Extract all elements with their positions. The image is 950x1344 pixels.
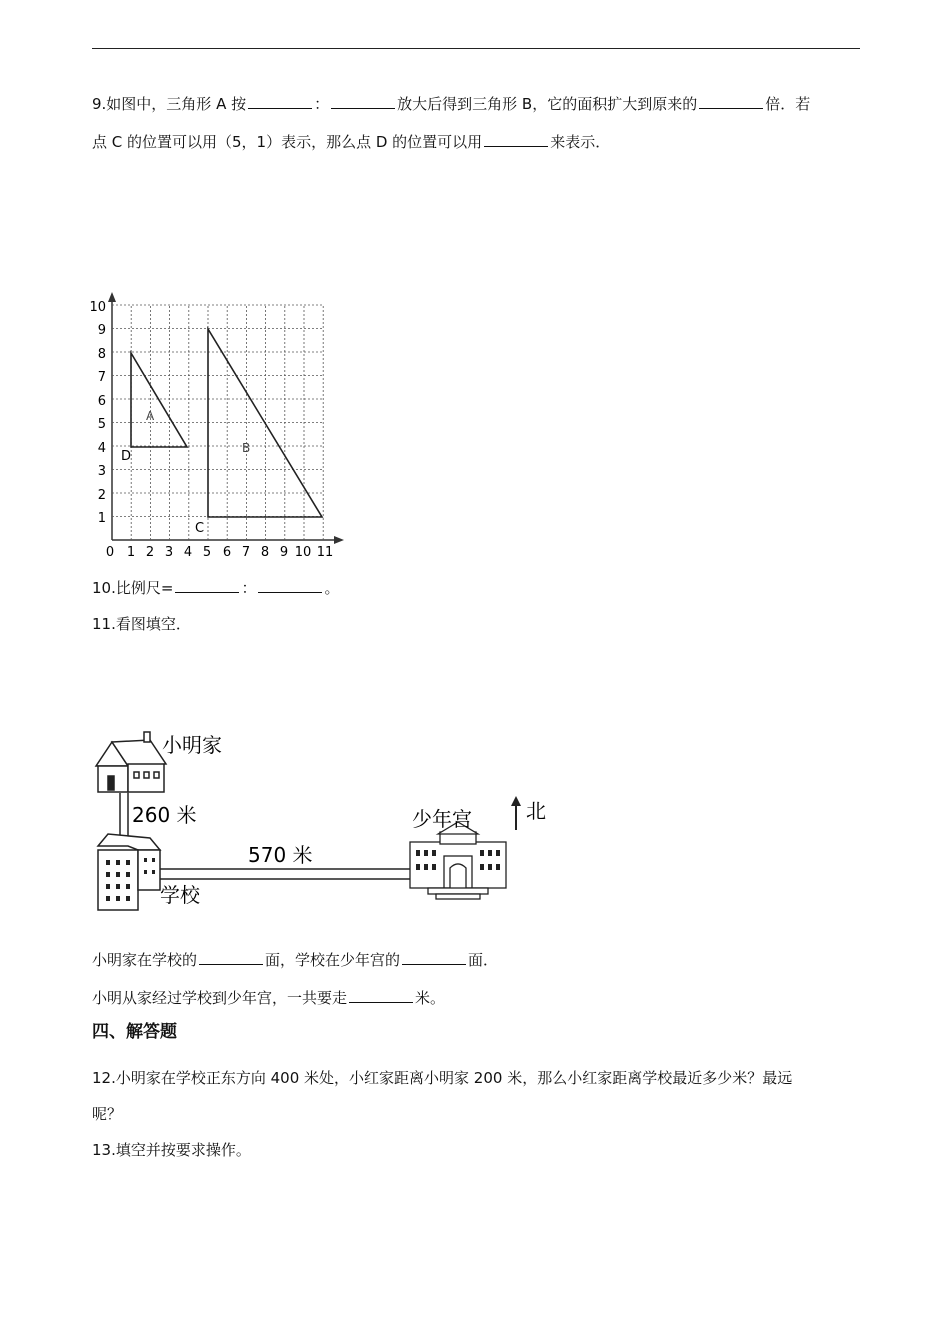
label-c: C <box>195 521 205 536</box>
q12-line2: 呢？ <box>92 1105 123 1123</box>
q11-text: 面，学校在少年宫的 <box>265 951 401 969</box>
x-tick-label: 2 <box>145 545 155 560</box>
q11-text: 小明从家经过学校到少年宫，一共要走 <box>92 989 348 1007</box>
y-tick-label: 5 <box>97 417 106 432</box>
answer-blank[interactable] <box>175 578 239 593</box>
section-heading: 四、解答题 <box>92 1022 177 1042</box>
y-tick-label: 7 <box>97 370 106 385</box>
x-tick-label: 4 <box>183 545 193 560</box>
answer-blank[interactable] <box>331 94 395 109</box>
q9-text: 来表示． <box>550 133 611 151</box>
q11-text: 面． <box>468 951 499 969</box>
x-tick-label: 8 <box>260 545 270 560</box>
answer-blank[interactable] <box>484 132 548 147</box>
q9-text: 放大后得到三角形 B，它的面积扩大到原来的 <box>397 95 698 113</box>
map-figure <box>90 728 560 918</box>
q9-line2 <box>92 132 610 152</box>
q9-colon: ： <box>314 95 330 113</box>
house-icon <box>96 732 166 792</box>
q9-text: 点 C 的位置可以用（5，1）表示，那么点 D 的位置可以用 <box>92 133 483 151</box>
q10-text: 10.比例尺= <box>92 579 174 597</box>
y-tick-label: 3 <box>97 464 106 479</box>
answer-blank[interactable] <box>349 988 413 1003</box>
x-axis-arrow <box>334 536 344 544</box>
q11-line2 <box>92 988 445 1008</box>
home-label: 小明家 <box>162 733 222 757</box>
answer-blank[interactable] <box>258 578 322 593</box>
q9-line1 <box>92 94 810 114</box>
north-label: 北 <box>526 799 546 823</box>
y-tick-label: 10 <box>89 300 106 315</box>
answer-blank[interactable] <box>199 950 263 965</box>
q12-line1: 12.小明家在学校正东方向 400 米处，小红家距离小明家 200 米，那么小红家距离学校最近多少米？最远 <box>92 1069 793 1087</box>
answer-blank[interactable] <box>248 94 312 109</box>
answer-blank[interactable] <box>699 94 763 109</box>
label-d: D <box>121 449 132 464</box>
school-label: 学校 <box>160 883 200 907</box>
q9-text: 9.如图中，三角形 A 按 <box>92 95 247 113</box>
y-axis-arrow <box>108 292 116 302</box>
q10-end: 。 <box>324 579 340 597</box>
x-tick-label: 9 <box>279 545 289 560</box>
school-icon <box>98 834 160 910</box>
label-a: A <box>146 409 155 423</box>
north-arrow-head <box>511 796 521 806</box>
x-tick-label: 11 <box>316 545 334 560</box>
q11-text: 小明家在学校的 <box>92 951 198 969</box>
x-tick-label: 5 <box>202 545 212 560</box>
x-tick-label: 6 <box>222 545 232 560</box>
x-tick-label: 1 <box>126 545 136 560</box>
y-tick-label: 1 <box>97 511 106 526</box>
q13-line: 13.填空并按要求操作。 <box>92 1141 251 1159</box>
q11-text: 米。 <box>415 989 446 1007</box>
palace-label: 少年宫 <box>412 807 472 831</box>
distance-vertical: 260 米 <box>132 803 197 827</box>
q11-title: 11.看图填空． <box>92 615 191 633</box>
triangle-a <box>131 353 187 447</box>
q10-colon: ： <box>241 579 257 597</box>
triangle-grid-figure <box>80 288 350 563</box>
y-tick-label: 4 <box>97 441 106 456</box>
triangle-b <box>208 329 322 517</box>
q10-line <box>92 578 339 598</box>
y-tick-label: 6 <box>97 394 106 409</box>
palace-icon <box>410 822 506 899</box>
y-tick-label: 8 <box>97 347 106 362</box>
label-b: B <box>242 441 251 455</box>
x-tick-label: 0 <box>105 545 115 560</box>
x-tick-label: 3 <box>164 545 174 560</box>
header-rule <box>92 48 860 49</box>
distance-horizontal: 570 米 <box>248 843 313 867</box>
x-tick-label: 10 <box>294 545 312 560</box>
q9-text: 倍．若 <box>765 95 811 113</box>
x-tick-label: 7 <box>241 545 251 560</box>
q11-line1 <box>92 950 498 970</box>
y-tick-label: 9 <box>97 323 106 338</box>
answer-blank[interactable] <box>402 950 466 965</box>
y-tick-label: 2 <box>97 488 106 503</box>
